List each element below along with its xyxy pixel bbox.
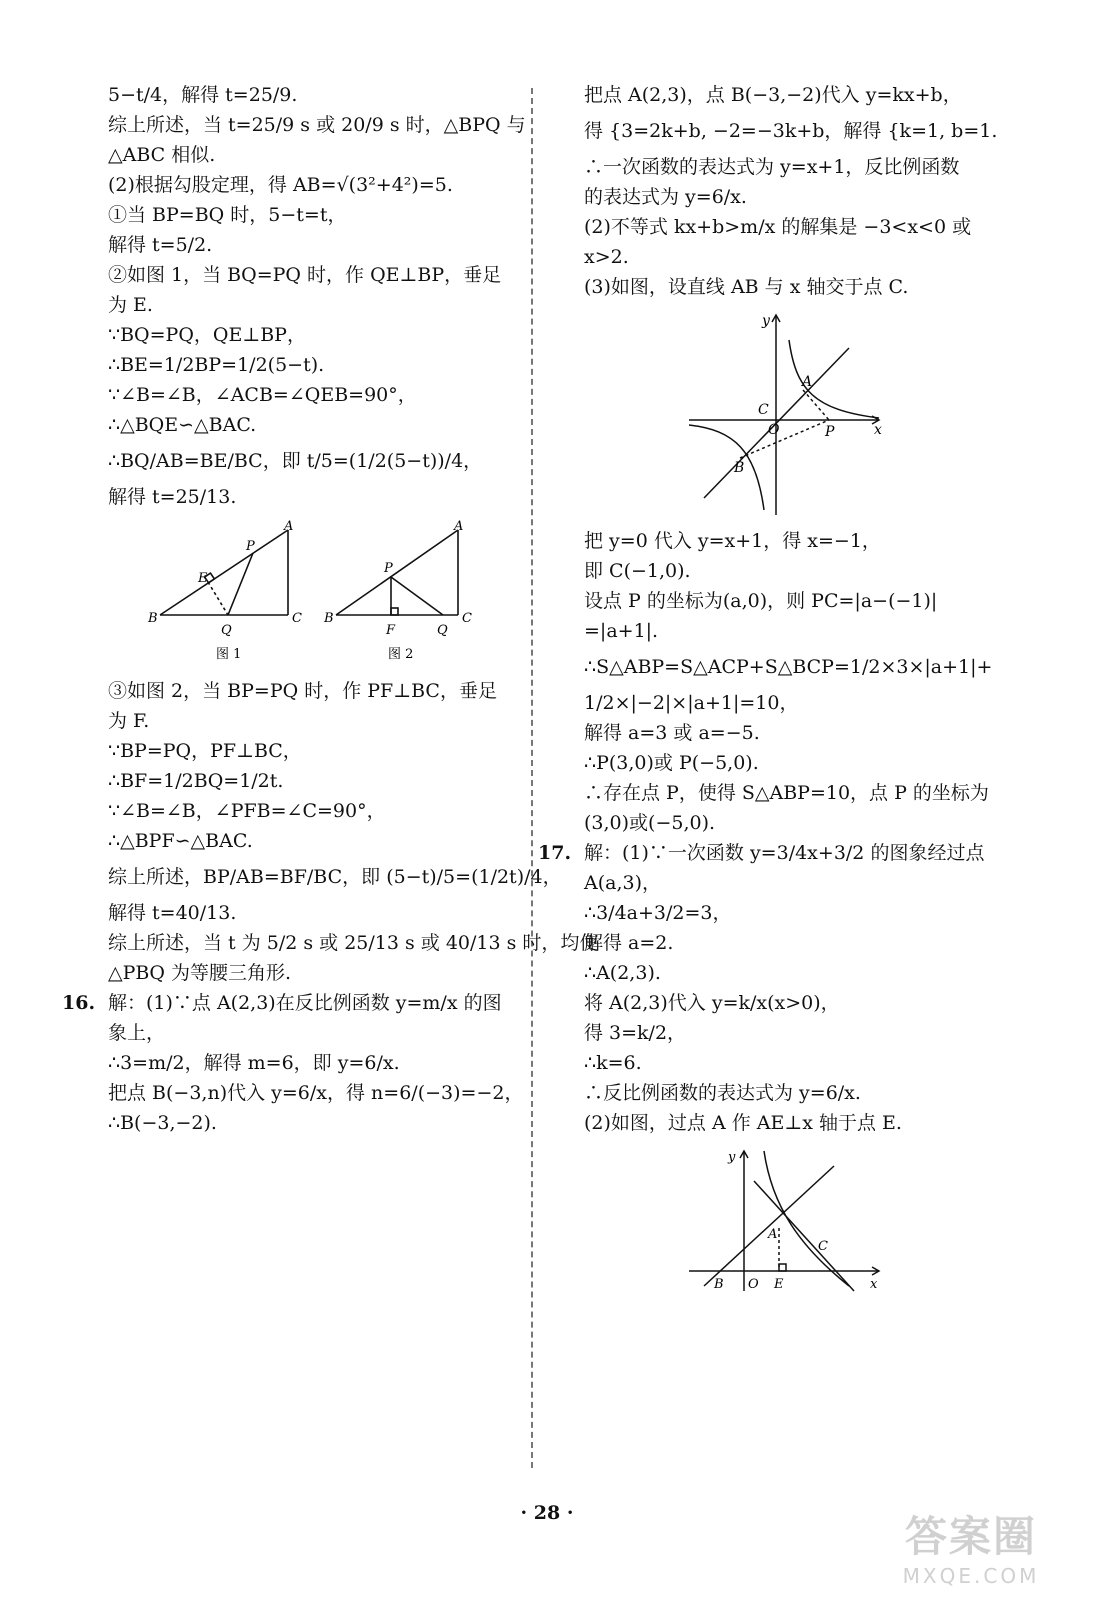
fig1-label-P: P (246, 539, 255, 554)
question-number: 17. (538, 842, 572, 864)
fig2-label-P: P (384, 561, 393, 576)
text-line: 解得 a=2. (584, 932, 674, 954)
text-line: (2)不等式 kx+b>m/x 的解集是 −3<x<0 或 (584, 216, 972, 238)
text-line: 设点 P 的坐标为(a,0)，则 PC=|a−(−1)| (584, 590, 938, 612)
page-number: · 28 · (520, 1502, 574, 1524)
text-line: ∴A(2,3). (584, 962, 661, 984)
fig1-label-C: C (292, 611, 302, 626)
fig1-caption: 图 1 (216, 647, 242, 662)
graph-17-label-E: E (774, 1277, 784, 1292)
text-line: ∴BE=1/2BP=1/2(5−t). (108, 354, 325, 376)
text-line: 综上所述，当 t=25/9 s 或 20/9 s 时，△BPQ 与 (108, 114, 526, 136)
right-column (538, 80, 998, 1302)
question-16 (62, 988, 524, 1138)
text-line: 的表达式为 y=6/x. (584, 186, 747, 208)
text-line: ∴存在点 P，使得 S△ABP=10，点 P 的坐标为 (584, 782, 989, 804)
text-line: ∴BQ/AB=BE/BC，即 t/5=(1/2(5−t))/4， (108, 450, 483, 472)
graph-16-lines (689, 315, 879, 515)
right-text-block (584, 80, 998, 302)
text-line: 得 3=k/2， (584, 1022, 687, 1044)
graph-16-label-O: O (768, 422, 780, 438)
text-line: 1/2×|−2|×|a+1|=10， (584, 692, 799, 714)
graph-16-label-B: B (734, 460, 745, 476)
text-line: 解得 t=40/13. (108, 902, 237, 924)
text-line: 解得 a=3 或 a=−5. (584, 722, 760, 744)
text-line: △PBQ 为等腰三角形. (108, 962, 292, 984)
graph-17-label-x: x (870, 1277, 878, 1292)
text-line: ∴3=m/2，解得 m=6，即 y=6/x. (108, 1052, 400, 1074)
text-line: ∴S△ABP=S△ACP+S△BCP=1/2×3×|a+1|+ (584, 656, 993, 678)
text-line: 为 E. (108, 294, 153, 316)
text-line: ∴反比例函数的表达式为 y=6/x. (584, 1082, 861, 1104)
text-line: ∵BQ=PQ，QE⊥BP， (108, 324, 306, 346)
text-line: x>2. (584, 246, 629, 268)
graph-16-label-A: A (802, 374, 813, 390)
text-line: 即 C(−1,0). (584, 560, 691, 582)
triangle-figures (108, 519, 472, 670)
text-line: ②如图 1，当 BQ=PQ 时，作 QE⊥BP，垂足 (108, 264, 502, 286)
text-line: (3)如图，设直线 AB 与 x 轴交于点 C. (584, 276, 909, 298)
graph-16-label-C: C (758, 402, 769, 418)
right-text-block-2 (584, 526, 994, 838)
fig2-label-Q: Q (437, 623, 448, 638)
text-line: ∴k=6. (584, 1052, 642, 1074)
fig2-label-B: B (324, 611, 334, 626)
watermark-logo (876, 1504, 1066, 1588)
text-line: 解：(1)∵点 A(2,3)在反比例函数 y=m/x 的图 (108, 992, 502, 1014)
question-number: 16. (62, 992, 96, 1014)
text-line: ∴BF=1/2BQ=1/2t. (108, 770, 284, 792)
left-text-block (108, 80, 526, 512)
text-line: ∵∠B=∠B，∠PFB=∠C=90°， (108, 800, 386, 822)
graph-17-label-A: A (768, 1227, 778, 1242)
text-line: (2)如图，过点 A 作 AE⊥x 轴于点 E. (584, 1112, 902, 1134)
text-line: 把点 A(2,3)，点 B(−3,−2)代入 y=kx+b， (584, 84, 962, 106)
figure-1 (160, 530, 288, 615)
fig2-caption: 图 2 (388, 647, 414, 662)
text-line: 象上， (108, 1022, 166, 1044)
text-line: ∵BP=PQ，PF⊥BC， (108, 740, 302, 762)
fig1-label-Q: Q (221, 623, 232, 638)
graph-17-lines (689, 1151, 879, 1291)
watermark-url: MXQE.COM (902, 1564, 1040, 1588)
text-line: 解得 t=25/13. (108, 486, 237, 508)
graph-17-label-y: y (728, 1150, 736, 1165)
fig2-label-A: A (454, 519, 464, 534)
text-line: ∴一次函数的表达式为 y=x+1，反比例函数 (584, 156, 960, 178)
text-line: 为 F. (108, 710, 150, 732)
fig2-label-F: F (386, 623, 396, 638)
text-line: 综上所述，BP/AB=BF/BC，即 (5−t)/5=(1/2t)/4， (108, 866, 562, 888)
text-line: (3,0)或(−5,0). (584, 812, 716, 834)
text-line: 解得 t=5/2. (108, 234, 213, 256)
text-line: ∴3/4a+3/2=3， (584, 902, 732, 924)
text-line: 5−t/4，解得 t=25/9. (108, 84, 298, 106)
text-line: =|a+1|. (584, 620, 659, 642)
fig1-label-E: E (198, 571, 208, 586)
text-line: ∴△BQE∽△BAC. (108, 414, 257, 436)
graph-16-label-y: y (762, 313, 770, 329)
text-line: A(a,3)， (584, 872, 662, 894)
text-line: ③如图 2，当 BP=PQ 时，作 PF⊥BC，垂足 (108, 680, 497, 702)
text-line: 将 A(2,3)代入 y=k/x(x>0)， (584, 992, 840, 1014)
text-line: 把点 B(−3,n)代入 y=6/x，得 n=6/(−3)=−2， (108, 1082, 524, 1104)
text-line: 综上所述，当 t 为 5/2 s 或 25/13 s 或 40/13 s 时，均使 (108, 932, 599, 954)
text-line: (2)根据勾股定理，得 AB=√(3²+4²)=5. (108, 174, 453, 196)
graph-17-label-O: O (748, 1277, 759, 1292)
fig1-label-B: B (148, 611, 158, 626)
graph-17-label-B: B (714, 1277, 724, 1292)
graph-17 (684, 1146, 904, 1296)
figure-2 (336, 530, 458, 615)
text-line: ①当 BP=BQ 时，5−t=t， (108, 204, 347, 226)
question-17 (538, 838, 994, 1138)
text-line: ∴P(3,0)或 P(−5,0). (584, 752, 759, 774)
graph-16-label-x: x (874, 422, 882, 438)
column-divider (531, 88, 533, 1468)
watermark-title: 答案圈 (904, 1512, 1037, 1561)
text-line: ∴△BPF∽△BAC. (108, 830, 253, 852)
text-line: ∴B(−3,−2). (108, 1112, 217, 1134)
text-line: 解：(1)∵一次函数 y=3/4x+3/2 的图象经过点 (584, 842, 985, 864)
text-line: ∵∠B=∠B，∠ACB=∠QEB=90°， (108, 384, 417, 406)
text-line: 得 {3=2k+b, −2=−3k+b，解得 {k=1, b=1. (584, 120, 998, 142)
text-line: 把 y=0 代入 y=x+1，得 x=−1， (584, 530, 881, 552)
graph-16-label-P: P (825, 424, 835, 440)
graph-16 (684, 310, 984, 520)
text-line: △ABC 相似. (108, 144, 216, 166)
fig2-label-C: C (462, 611, 472, 626)
graph-17-label-C: C (818, 1239, 828, 1254)
fig1-label-A: A (284, 519, 294, 534)
